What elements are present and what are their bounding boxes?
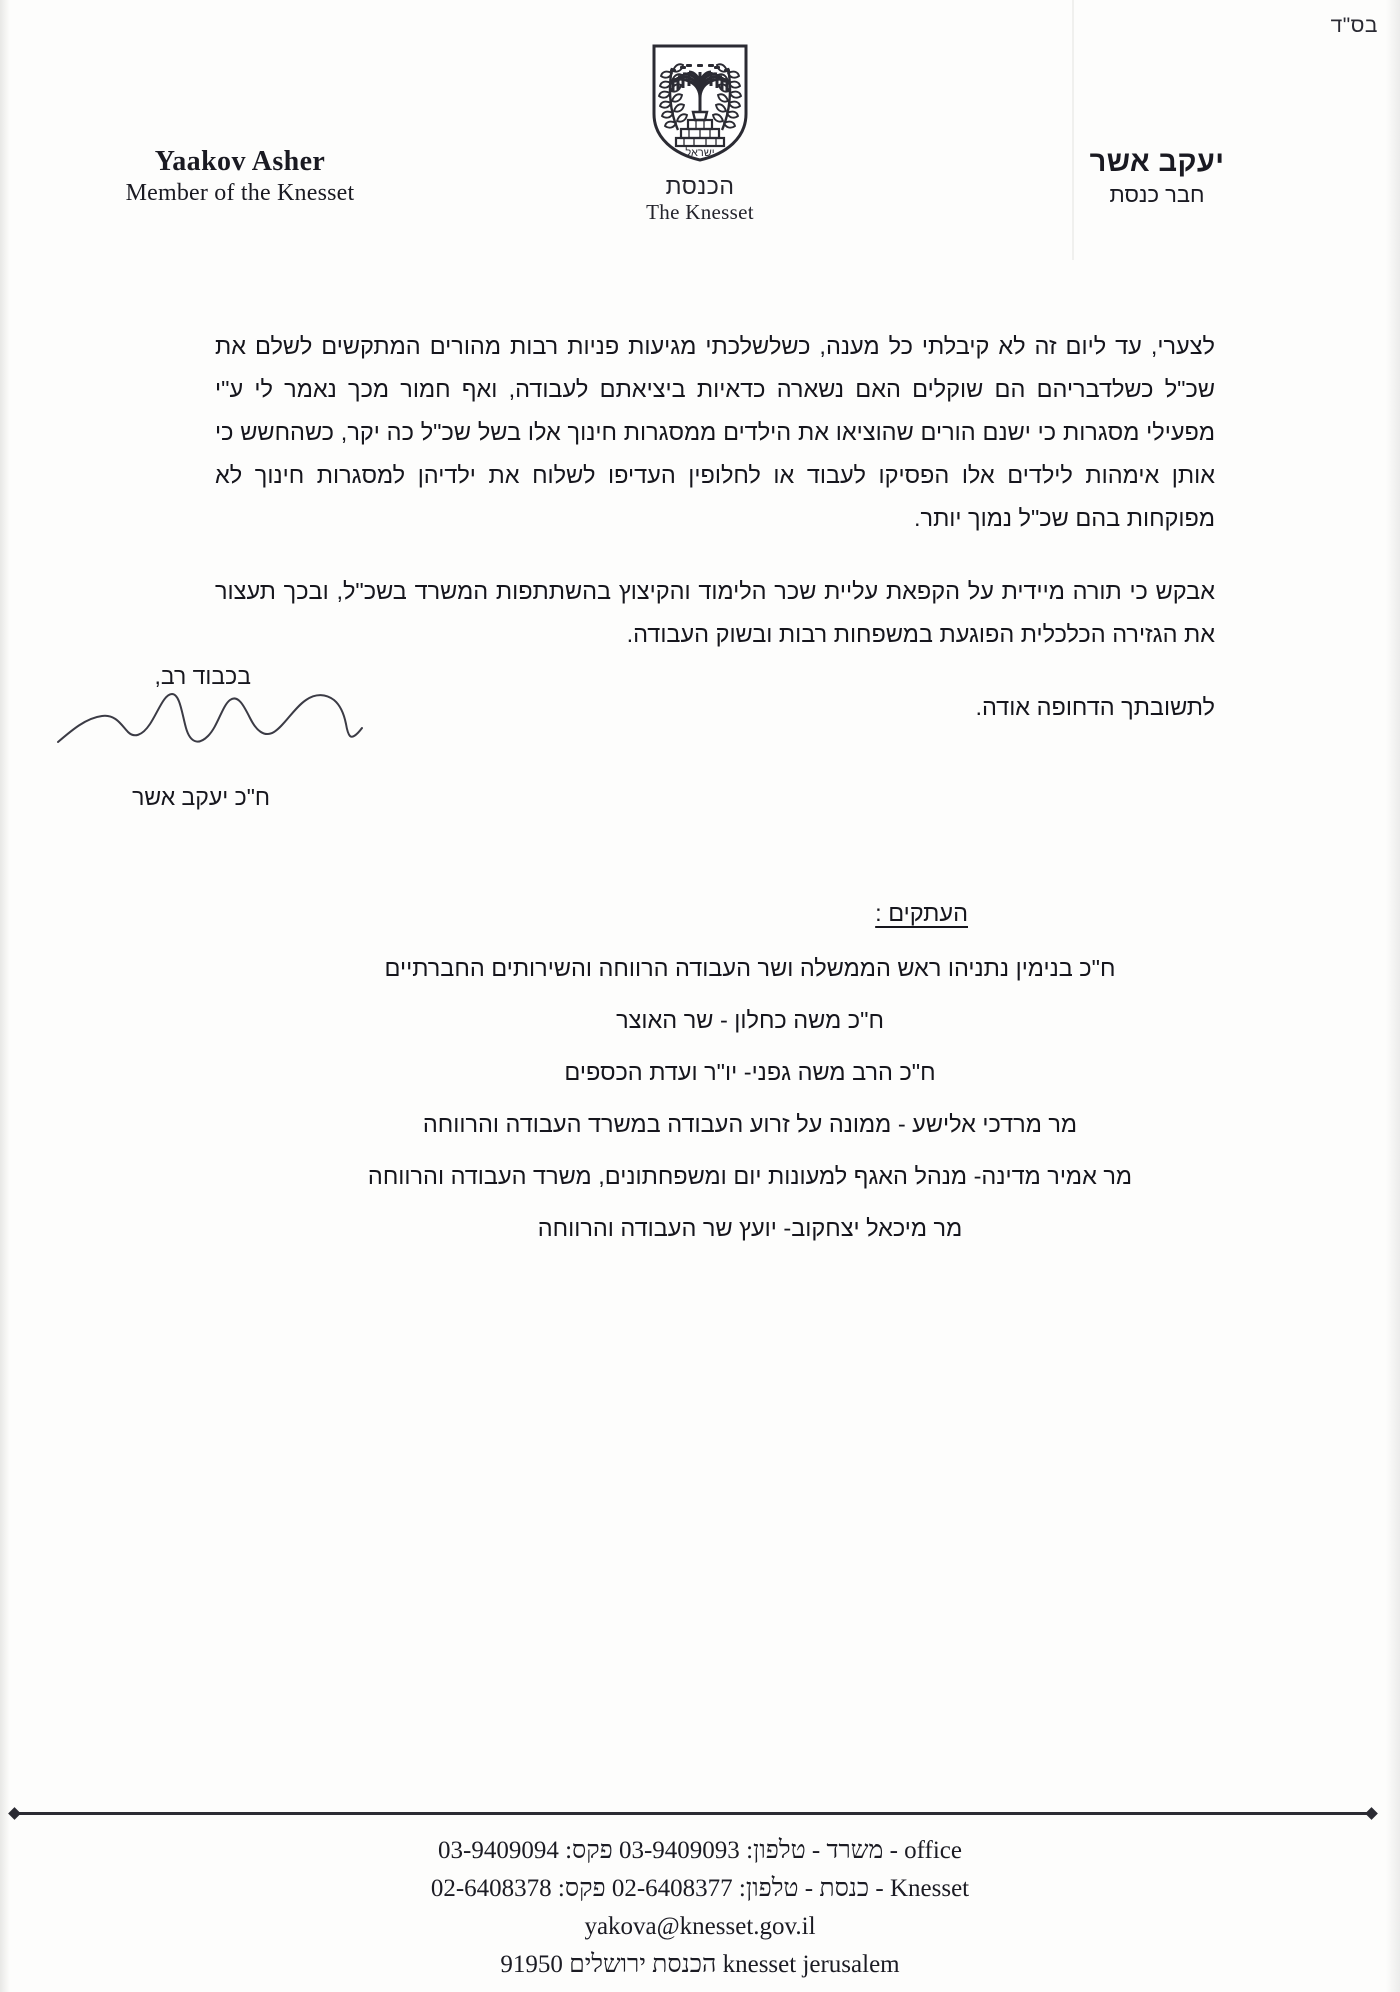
list-item: מר אמיר מדינה- מנהל האגף למעונות יום ומשפחתונים, משרד העבודה והרווחה [367,1163,1133,1189]
list-item: מר מרדכי אלישע - ממונה על זרוע העבודה במשרד העבודה והרווחה [422,1111,1078,1137]
footer-office-line: משרד - טלפון: 03-9409093 פקס: 03-9409094 - office [438,1837,962,1864]
letterhead-name-english [70,146,410,207]
scan-edge-right [1386,0,1400,1992]
name-english: Yaakov Asher [154,146,326,177]
list-item: ח"כ הרב משה גפני- יו"ר ועדת הכספים [564,1059,936,1085]
list-item: ח"כ בנימין נתניהו ראש הממשלה ושר העבודה הרווחה והשירותים החברתיים [384,955,1116,981]
svg-text:ישראל: ישראל [685,147,715,159]
footer-knesset-line: כנסת - טלפון: 02-6408377 פקס: 02-6408378 - Knesset [430,1875,970,1902]
scan-edge-left [0,0,10,1992]
list-item: ח"כ משה כחלון - שר האוצר [616,1007,884,1033]
body-paragraph-3: לתשובתך הדחופה אודה. [975,694,1215,720]
signature-greeting: בכבוד רב, [154,663,251,689]
letter-body [215,325,1215,729]
knesset-emblem-menorah-shield-icon [648,42,752,164]
emblem-caption-english: The Knesset [646,200,754,224]
body-paragraph-1: לצערי, עד ליום זה לא קיבלתי כל מענה, כשלשלכתי מגיעות פניות רבות מהורים המתקשים לשלם את שכ"ל כשלדבריהם הם שוקלים האם נשארה כדאיות ביציאתם לעבודה, ואף חמור מכך נאמר לי ע"י מפעילי מסגרות כי ישנם הורים שהוציאו את הילדים ממסגרות חינוך אלו בשל שכ"ל כה יקר, כשהחשש כי אותן אימהות לילדים אלו הפסיקו לעבוד או לחלופין העדיפו לשלוח את ילדיהן למסגרות חינוך לא מפוקחות בהם שכ"ל נמוך יותר. [215,333,1215,531]
footer-email: yakova@knesset.gov.il [584,1913,816,1940]
list-item: מר מיכאל יצחקוב- יועץ שר העבודה והרווחה [537,1215,963,1241]
footer-divider [14,1812,1372,1815]
body-paragraph-2: אבקש כי תורה מיידית על הקפאת עליית שכר הלימוד והקיצוץ בהשתתפות המשרד בשכ"ל, ובכך תעצור את הגזירה הכלכלית הפוגעת במשפחות רבות ובשוק העבודה. [215,578,1215,647]
copies-heading: העתקים : [875,900,968,926]
name-hebrew: יעקב אשר [1089,146,1225,178]
bsd-marking: בס"ד [1330,14,1378,37]
emblem-caption-hebrew: הכנסת [665,173,735,199]
signer-name: ח"כ יעקב אשר [132,784,270,810]
copies-recipient-list [220,942,1280,1254]
letterhead-name-hebrew [992,146,1322,208]
handwritten-signature-icon [50,684,390,754]
footer-address: הכנסת ירושלים 91950 knesset jerusalem [500,1951,900,1978]
footer-contact-block [0,1832,1400,1984]
title-english: Member of the Knesset [125,180,355,206]
title-hebrew: חבר כנסת [1109,182,1205,207]
